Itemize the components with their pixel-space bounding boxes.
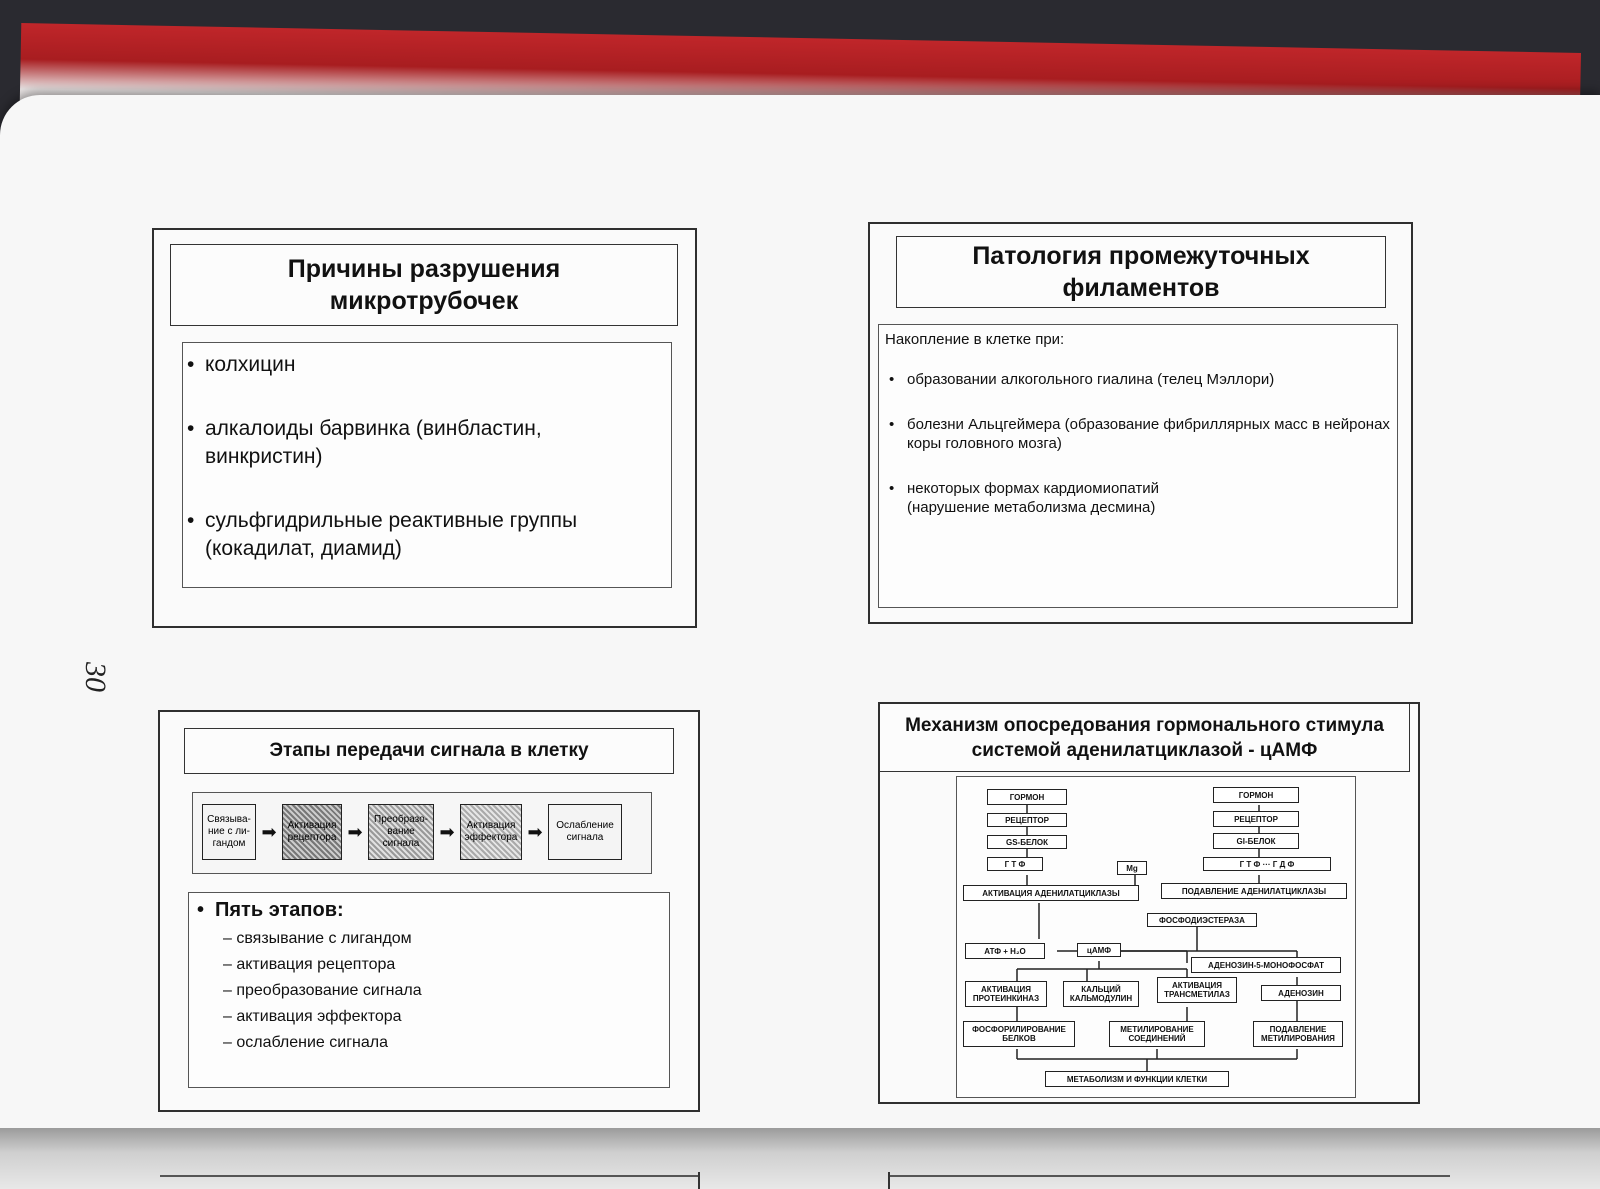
stage-text: активация эффектора [236, 1008, 402, 1025]
stages-list [195, 926, 669, 1056]
slide-body [188, 892, 670, 1088]
box-hormone-left: ГОРМОН [987, 789, 1067, 805]
page-number: 30 [79, 662, 112, 692]
flow-step: Преобразо-вание сигнала [368, 804, 434, 860]
flow-step: Связыва-ние с ли-гандом [202, 804, 256, 860]
box-activation-ac: АКТИВАЦИЯ АДЕНИЛАТЦИКЛАЗЫ [963, 885, 1139, 901]
arrow-right-icon: ➡ [439, 821, 455, 842]
flow-step: Активация эффектора [460, 804, 522, 860]
box-gtp-left: Г Т Ф [987, 857, 1043, 871]
flow-step: Активация рецептора [282, 804, 342, 860]
slide-microtubules [152, 228, 697, 628]
box-hormone-right: ГОРМОН [1213, 787, 1299, 803]
bullet-item: • некоторых формах кардиомиопатий (нарушение метаболизма десмина) [885, 479, 1207, 517]
next-slide-tick-right [888, 1172, 890, 1189]
slide-title [880, 704, 1410, 772]
box-gs-protein: GS-БЕЛОК [987, 835, 1067, 849]
box-protein-phosphorylation: ФОСФОРИЛИРОВАНИЕ БЕЛКОВ [963, 1021, 1075, 1047]
slide-title: Этапы передачи сигнала в клетку [184, 728, 674, 774]
slide-title-text: Патология промежуточных филаментов [972, 242, 1310, 302]
stage-text: связывание с лигандом [236, 930, 412, 947]
box-methylation-inhibition: ПОДАВЛЕНИЕ МЕТИЛИРОВАНИЯ [1253, 1021, 1343, 1047]
stage-item: – связывание с лигандом [223, 930, 412, 947]
slide-camp-mechanism [878, 702, 1420, 1104]
slide-intermediate-filaments [868, 222, 1413, 624]
slide-body [182, 342, 672, 588]
box-receptor-right: РЕЦЕПТОР [1213, 811, 1299, 827]
slide-title-text: Причины разрушения микротрубочек [287, 255, 561, 315]
flow-step: Ослабление сигнала [548, 804, 622, 860]
box-methylation: МЕТИЛИРОВАНИЕ СОЕДИНЕНИЙ [1109, 1021, 1205, 1047]
stage-item: – преобразование сигнала [223, 982, 422, 999]
signal-flow [202, 804, 622, 860]
intro-text: Накопление в клетке при: [885, 331, 1065, 348]
stage-item: – активация эффектора [223, 1008, 402, 1025]
stages-heading-text: Пять этапов: [215, 899, 344, 921]
arrow-right-icon: ➡ [261, 821, 277, 842]
box-cell-metabolism: МЕТАБОЛИЗМ И ФУНКЦИИ КЛЕТКИ [1045, 1071, 1229, 1087]
slide-signal-stages [158, 710, 700, 1112]
box-adenosine: АДЕНОЗИН [1261, 985, 1341, 1001]
next-slide-edge-right [890, 1175, 1450, 1177]
box-calcium-calmodulin: КАЛЬЦИЙ КАЛЬМОДУЛИН [1063, 981, 1139, 1007]
stages-heading [195, 899, 669, 922]
stage-item: – активация рецептора [223, 956, 396, 973]
bullet-item: • сульфгидрильные реактивные группы (кокадилат, диамид) [183, 507, 663, 563]
box-mg: Mg [1117, 861, 1147, 875]
next-slide-tick-left [698, 1172, 700, 1189]
camp-diagram [956, 776, 1356, 1098]
box-protein-kinase: АКТИВАЦИЯ ПРОТЕИНКИНАЗ [965, 981, 1047, 1007]
next-page-edge [0, 1128, 1600, 1189]
bullet-item: • образовании алкогольного гиалина (телец Мэллори) [885, 370, 1391, 389]
slide-title [170, 244, 678, 326]
bullet-item: • колхицин [183, 351, 663, 379]
arrow-right-icon: ➡ [347, 821, 363, 842]
box-transmethylase: АКТИВАЦИЯ ТРАНСМЕТИЛАЗ [1157, 977, 1237, 1003]
stage-text: преобразование сигнала [236, 982, 422, 999]
box-adenosine-monophosphate: АДЕНОЗИН-5-МОНОФОСФАТ [1191, 957, 1341, 973]
bullet-icon: • [197, 899, 205, 921]
bullet-item: • болезни Альцгеймера (образование фибриллярных масс в нейронах коры головного мозга) [885, 415, 1391, 453]
box-camp: цАМФ [1077, 943, 1121, 957]
box-gi-protein: GI-БЕЛОК [1213, 833, 1299, 849]
slide-body [878, 324, 1398, 608]
box-phosphodiesterase: ФОСФОДИЭСТЕРАЗА [1147, 913, 1257, 927]
slide-title-text: Механизм опосредования гормонального стимула системой аденилатциклазой - цАМФ [905, 714, 1384, 761]
bullet-item: • алкалоиды барвинка (винбластин, винкристин) [183, 415, 663, 471]
box-atp-water: АТФ + H₂O [965, 943, 1045, 959]
box-inhibition-ac: ПОДАВЛЕНИЕ АДЕНИЛАТЦИКЛАЗЫ [1161, 883, 1347, 899]
arrow-right-icon: ➡ [527, 821, 543, 842]
next-slide-edge-left [160, 1175, 700, 1177]
stage-item: – ослабление сигнала [223, 1034, 389, 1051]
slide-title [896, 236, 1386, 308]
box-gtp-gdp: Г Т Ф ··· Г Д Ф [1203, 857, 1331, 871]
stage-text: ослабление сигнала [236, 1034, 389, 1051]
stage-text: активация рецептора [236, 956, 396, 973]
box-receptor-left: РЕЦЕПТОР [987, 813, 1067, 827]
